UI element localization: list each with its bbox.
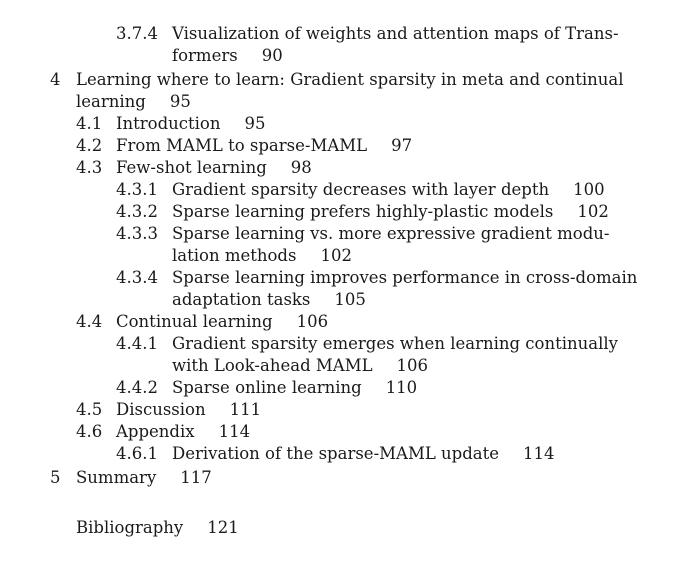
toc-page-number: 111 <box>229 400 262 419</box>
toc-entry-number: 4 <box>50 70 61 89</box>
toc-entry-title: Gradient sparsity decreases with layer depth <box>172 180 550 199</box>
toc-entry-title: Appendix <box>116 422 195 441</box>
toc-page-number: 97 <box>391 136 413 155</box>
toc-page-number: 90 <box>261 46 283 65</box>
toc-entry-number: 4.3.1 <box>116 180 158 199</box>
toc-entry-title: with Look-ahead MAML <box>172 356 373 375</box>
toc-page-number: 100 <box>573 180 605 199</box>
toc-entry-title: Learning where to learn: Gradient sparsity in meta and continual <box>76 70 624 89</box>
toc-entry-title: Visualization of weights and attention maps of Trans- <box>172 24 619 43</box>
toc-entry-title: Gradient sparsity emerges when learning continually <box>172 334 618 353</box>
toc-entry-title: Sparse learning prefers highly-plastic models <box>172 202 554 221</box>
toc-entry-number: 4.4 <box>76 312 103 331</box>
toc-entry-title: Discussion <box>116 400 206 419</box>
toc-entry-number: 4.3.4 <box>116 268 158 287</box>
toc-entry-title: Sparse learning improves performance in cross-domain <box>172 268 638 287</box>
toc-entry-title: Bibliography <box>76 518 184 537</box>
toc-entry-title: Few-shot learning <box>116 158 267 177</box>
toc-entry-title: adaptation tasks <box>172 290 311 309</box>
toc-entry-title: Summary <box>76 468 157 487</box>
toc-entry-number: 3.7.4 <box>116 24 158 43</box>
toc-entry-title: learning <box>76 92 146 111</box>
toc-entry-number: 4.3 <box>76 158 103 177</box>
toc-page-number: 102 <box>577 202 609 221</box>
toc-page-number: 114 <box>523 444 555 463</box>
toc-entry-number: 4.6 <box>76 422 103 441</box>
toc-entry-number: 4.4.2 <box>116 378 158 397</box>
toc-entry-title: formers <box>172 46 238 65</box>
toc-page-number: 105 <box>334 290 366 309</box>
toc-page-number: 114 <box>218 422 251 441</box>
toc-entry-title: Sparse learning vs. more expressive gradient modu- <box>172 224 610 243</box>
toc-entry-title: Introduction <box>116 114 221 133</box>
toc-entry-number: 4.6.1 <box>116 444 158 463</box>
toc-entry-number: 4.1 <box>76 114 103 133</box>
toc-entry-title: From MAML to sparse-MAML <box>116 136 368 155</box>
toc-page-number: 102 <box>320 246 352 265</box>
toc-page-number: 106 <box>296 312 329 331</box>
toc-entry-number: 4.3.2 <box>116 202 158 221</box>
toc-entry-number: 5 <box>50 468 61 487</box>
toc-entry-number: 4.3.3 <box>116 224 158 243</box>
toc-entry-title: Derivation of the sparse-MAML update <box>172 444 500 463</box>
toc-page-number: 95 <box>244 114 266 133</box>
toc-entry-number: 4.4.1 <box>116 334 158 353</box>
toc-entry-number: 4.5 <box>76 400 103 419</box>
toc-entry-title: Sparse online learning <box>172 378 362 397</box>
toc-page-number: 98 <box>290 158 312 177</box>
toc-page-number: 95 <box>169 92 191 111</box>
toc-page-number: 117 <box>180 468 212 487</box>
toc-page-number: 121 <box>207 518 239 537</box>
toc-entry-title: lation methods <box>172 246 297 265</box>
toc-entry-title: Continual learning <box>116 312 273 331</box>
toc-page-number: 110 <box>385 378 418 397</box>
toc-entry-number: 4.2 <box>76 136 103 155</box>
toc-page-number: 106 <box>396 356 429 375</box>
